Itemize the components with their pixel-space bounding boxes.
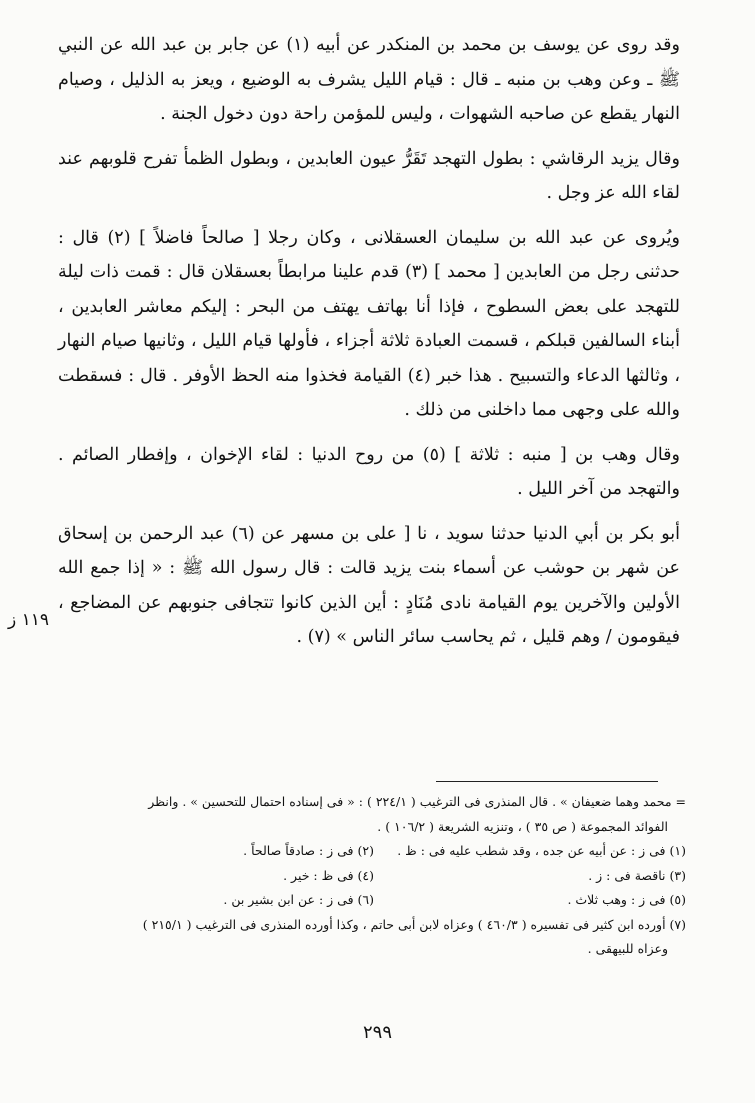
paragraph-1: وقد روى عن يوسف بن محمد بن المنكدر عن أبيه (١) عن جابر بن عبد الله عن النبي ﷺ ـ وعن وهب بن منبه ـ قال : قيام الليل يشرف به الوضيع ، ويعز به الذليل ، وصيام النهار يقطع عن صاحبه الشهوات ، وليس للمؤمن راحة دون دخول الجنة .	[58, 35, 680, 124]
paragraph-4: وقال وهب بن [ منبه : ثلاثة ] (٥) من روح الدنيا : لقاء الإخوان ، وإفطار الصائم . والتهجد من آخر الليل .	[58, 444, 680, 499]
footnote-continuation-2: الفوائد المجموعة ( ص ٣٥ ) ، وتنزيه الشريعة ( ١٠٦/٢ ) .	[377, 818, 668, 834]
footnote-separator	[436, 781, 658, 782]
footnote-7-continuation: وعزاه للبيهقى .	[587, 941, 668, 956]
footnote-3: (٣) ناقصة فى : ز .	[588, 867, 686, 883]
footnotes	[62, 790, 686, 962]
paragraph-2: وقال يزيد الرقاشي : بطول التهجد تَقَرُّ عيون العابدين ، وبطول الظمأ تفرح قلوبهم عند لقاء الله عز وجل .	[58, 148, 680, 203]
footnote-6: (٦) فى ز : عن ابن بشير بن .	[223, 892, 374, 907]
footnote-1: (١) فى ز : عن أبيه عن جده ، وقد شطب عليه فى : ظ .	[397, 843, 686, 858]
footnote-row	[62, 888, 686, 913]
main-text	[58, 28, 680, 665]
margin-folio-note: ١١٩ ز	[8, 610, 50, 630]
footnote-continuation-1: = محمد وهما ضعيفان » . قال المنذرى فى الترغيب ( ٢٢٤/١ ) : « فى إسناده احتمال للتحسين » . وانظر	[148, 794, 686, 809]
footnote-5: (٥) فى ز : وهب ثلاث .	[567, 892, 686, 907]
footnote-7: (٧) أورده ابن كثير فى تفسيره ( ٤٦٠/٣ ) وعزاه لابن أبى حاتم ، وكذا أورده المنذرى فى الترغيب ( ٢١٥/١ )	[142, 916, 686, 932]
footnote-row	[62, 864, 686, 889]
paragraph-3: ويُروى عن عبد الله بن سليمان العسقلانى ، وكان رجلا [ صالحاً فاضلاً ] (٢) قال : حدثنى رجل من العابدين [ محمد ] (٣) قدم علينا مرابطاً بعسقلان قال : قمت ذات ليلة للتهجد على بعض السطوح ، فإذا أنا بهاتف يهتف من البحر : إليكم معاشر العابدين ، أبناء السالفين قبلكم ، قسمت العبادة ثلاثة أجزاء ، فأولها قيام الليل ، وثانيها صيام النهار ، وثالثها الدعاء والتسبيح . هذا خبر (٤) القيامة فخذوا منه الحظ الأوفر . قال : فسقطت والله على وجهى مما داخلنى من ذلك .	[58, 227, 681, 420]
page-number: ٢٩٩	[362, 1022, 392, 1043]
paragraph-5: أبو بكر بن أبي الدنيا حدثنا سويد ، نا [ على بن مسهر عن (٦) عبد الرحمن بن إسحاق عن شهر بن حوشب عن أسماء بنت يزيد قالت : قال رسول الله ﷺ : « إذا جمع الله الأولين والآخرين يوم القيامة نادى مُنَادٍ : أين الذين كانوا تتجافى جنوبهم عن المضاجع ، فيقومون / وهم قليل ، ثم يحاسب سائر الناس » (٧) .	[58, 523, 680, 647]
footnote-2: (٢) فى ز : صادقاً صالحاً .	[243, 843, 374, 858]
footnote-4: (٤) فى ظ : خير .	[283, 867, 374, 883]
footnote-row	[62, 839, 686, 864]
